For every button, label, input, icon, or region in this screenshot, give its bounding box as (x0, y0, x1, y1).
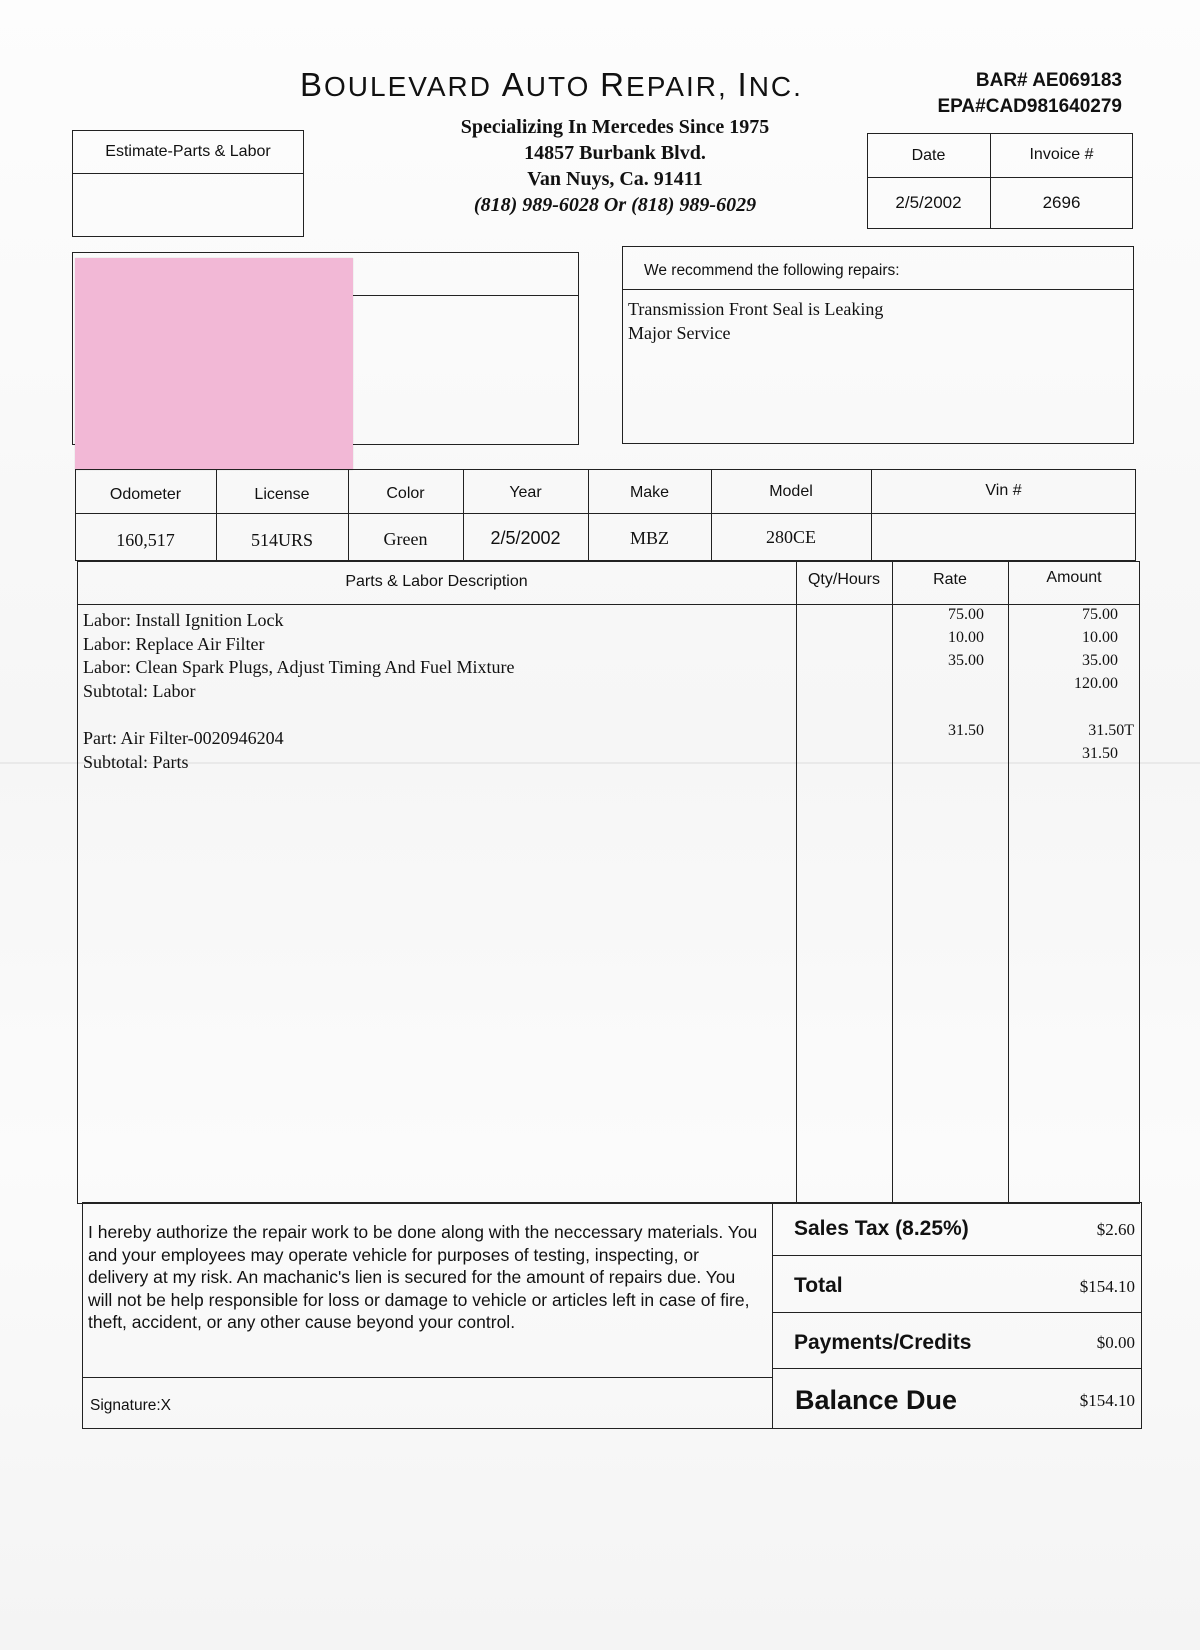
item-row-7-description: Subtotal: Parts (83, 752, 189, 772)
vehicle-model: 280CE (765, 527, 816, 547)
totals-divider (772, 1368, 1142, 1369)
estimate-divider (72, 173, 304, 174)
items-col-divider (796, 561, 797, 1204)
date-invoice-divider-h (867, 177, 1133, 178)
shop-tagline: Specializing In Mercedes Since 1975 (460, 116, 770, 138)
vehicle-odometer: 160,517 (116, 530, 175, 550)
vehicle-header-color: Color (386, 485, 425, 502)
shop-street: 14857 Burbank Blvd. (524, 142, 706, 164)
items-header-qty: Qty/Hours (807, 571, 880, 588)
redaction-sticky-note (75, 258, 353, 470)
company-name: BOULEVARD AUTO REPAIR, INC. (300, 66, 803, 103)
recommend-label: We recommend the following repairs: (644, 262, 900, 279)
payments-value: $0.00 (1096, 1333, 1135, 1352)
total-label: Total (794, 1274, 843, 1297)
item-row-4-amount: 120.00 (1074, 675, 1118, 692)
sales-tax-label: Sales Tax (8.25%) (794, 1217, 969, 1240)
shop-city: Van Nuys, Ca. 91411 (527, 168, 703, 190)
item-row-1-description: Labor: Install Ignition Lock (83, 610, 284, 630)
estimate-label: Estimate-Parts & Labor (105, 143, 271, 160)
date-value: 2/5/2002 (895, 193, 962, 212)
vehicle-header-make: Make (629, 484, 670, 501)
item-row-2-amount: 10.00 (1082, 629, 1118, 646)
item-row-1-amount: 75.00 (1082, 606, 1118, 623)
epa-number: EPA#CAD981640279 (937, 96, 1122, 117)
item-row-2-rate: 10.00 (948, 629, 984, 646)
sales-tax-value: $2.60 (1096, 1220, 1135, 1239)
item-row-1-rate: 75.00 (948, 606, 984, 623)
vehicle-color: Green (383, 529, 428, 549)
footer-divider-v (772, 1202, 773, 1429)
item-row-3-rate: 35.00 (948, 652, 984, 669)
vehicle-make: MBZ (629, 528, 669, 548)
item-row-4-description: Subtotal: Labor (83, 681, 196, 701)
totals-divider (772, 1312, 1142, 1313)
date-label: Date (911, 147, 946, 164)
item-row-6-description: Part: Air Filter-0020946204 (83, 728, 284, 748)
item-row-3-description: Labor: Clean Spark Plugs, Adjust Timing And Fuel Mixture (83, 657, 515, 677)
invoice-value: 2696 (1042, 193, 1081, 212)
items-header-amount: Amount (1046, 569, 1102, 586)
payments-label: Payments/Credits (794, 1331, 972, 1354)
recommend-divider (622, 289, 1134, 290)
vehicle-header-divider (75, 513, 1136, 514)
vehicle-header-model: Model (769, 483, 813, 500)
vehicle-license: 514URS (250, 530, 313, 550)
item-row-7-amount: 31.50 (1082, 745, 1118, 762)
shop-phone: (818) 989-6028 Or (818) 989-6029 (473, 194, 757, 216)
vehicle-year: 2/5/2002 (490, 528, 561, 548)
items-header-rate: Rate (933, 571, 967, 588)
recommend-item-2: Major Service (628, 323, 731, 343)
total-value: $154.10 (1079, 1277, 1135, 1296)
vehicle-header-year: Year (509, 484, 542, 501)
balance-due-value: $154.10 (1079, 1391, 1135, 1410)
recommend-item-1: Transmission Front Seal is Leaking (628, 299, 884, 319)
item-row-2-description: Labor: Replace Air Filter (83, 634, 265, 654)
invoice-label: Invoice # (1029, 146, 1094, 163)
vehicle-header-vin: Vin # (985, 482, 1022, 499)
item-row-6-amount: 31.50T (1088, 722, 1134, 739)
signature-divider (82, 1377, 772, 1378)
item-row-6-rate: 31.50 (948, 722, 984, 739)
totals-divider (772, 1255, 1142, 1256)
item-row-3-amount: 35.00 (1082, 652, 1118, 669)
items-header-description: Parts & Labor Description (345, 573, 528, 590)
signature-label: Signature:X (90, 1397, 171, 1414)
shop-address-block (400, 114, 830, 218)
customer-divider (352, 295, 579, 296)
authorization-text: I hereby authorize the repair work to be done along with the neccessary materials. You and your employees may operate vehicle for purposes of testing, inspecting, or delivery at my risk. An machanic's lien is secured for the amount of repairs due. You will not be help responsible for loss or damage to vehicle or articles left in case of fire, theft, accident, or any other cause beyond your control. (88, 1222, 758, 1332)
vehicle-header-license: License (254, 486, 310, 503)
vehicle-header-odometer: Odometer (109, 486, 182, 503)
balance-due-label: Balance Due (795, 1385, 958, 1415)
bar-number: BAR# AE069183 (975, 70, 1122, 91)
